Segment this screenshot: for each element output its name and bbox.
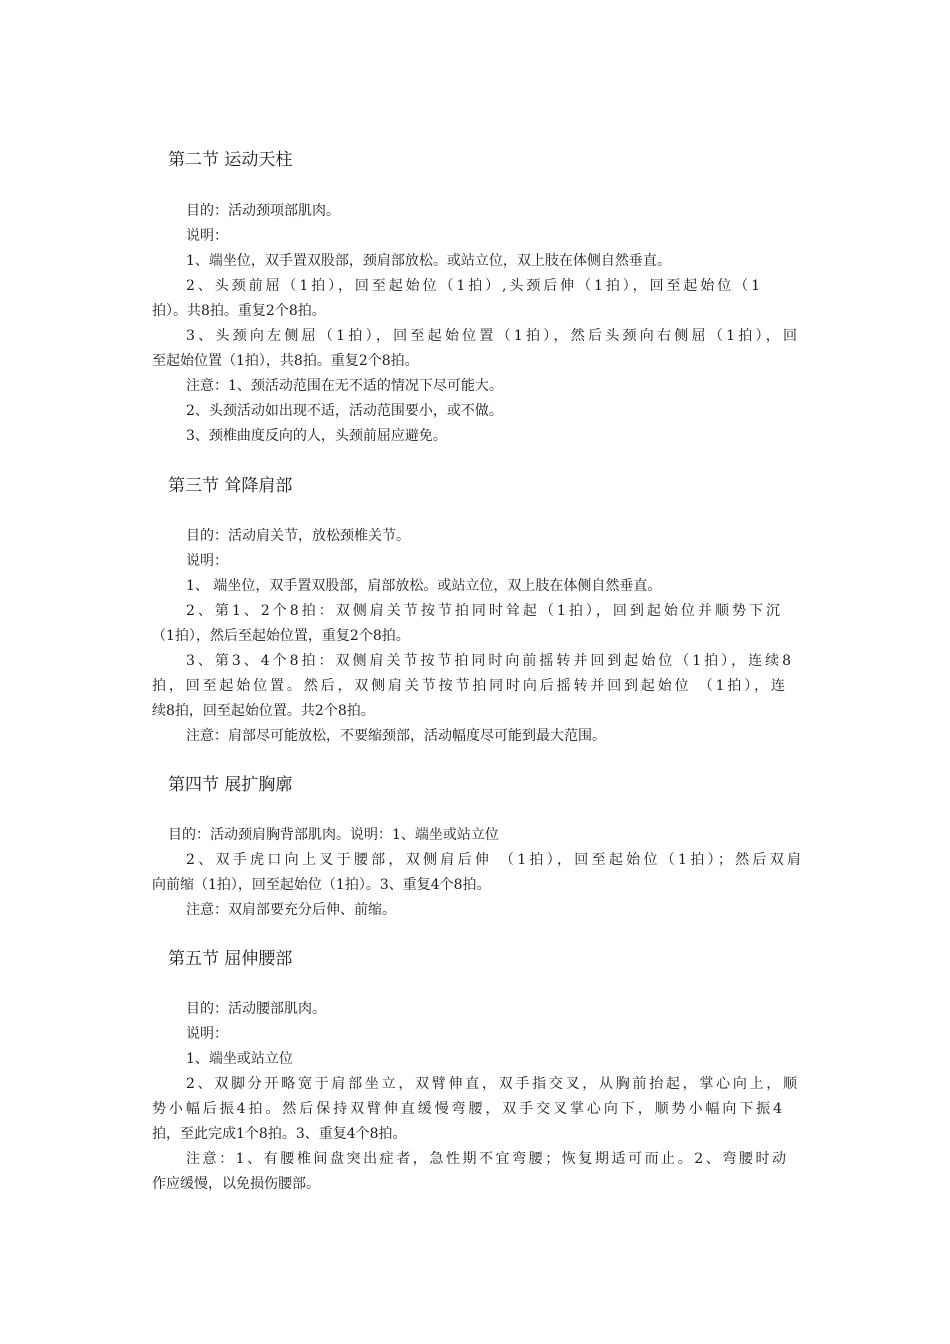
section-2-line-6: 3、头颈向左侧屈（1拍），回至起始位置（1拍），然后头颈向右侧屈（1拍），回 [186, 328, 797, 344]
section-3-line-6: 3、第3、4个8拍：双侧肩关节按节拍同时向前摇转并回到起始位（1拍），连续8 [186, 653, 791, 669]
section-3-line-3: 1、 端坐位，双手置双股部，肩部放松。或站立位，双上肢在体侧自然垂直。 [186, 578, 662, 594]
section-4-line-2: 2、双手虎口向上叉于腰部，双侧肩后伸 （1拍），回至起始位（1拍）；然后双肩 [186, 852, 801, 868]
section-5-line-4: 2、双脚分开略宽于肩部坐立，双臂伸直，双手指交叉，从胸前抬起，掌心向上，顺 [186, 1076, 797, 1092]
section-5-line-5: 势小幅后振4拍。然后保持双臂伸直缓慢弯腰，双手交叉掌心向下，顺势小幅向下振4 [152, 1101, 782, 1117]
section-2-line-1: 目的：活动颈项部肌肉。 [186, 203, 340, 219]
section-3-line-5: （1拍），然后至起始位置，重复2个8拍。 [152, 628, 410, 644]
section-title-5: 第五节 屈伸腰部 [168, 949, 293, 969]
section-4-line-1: 目的：活动颈肩胸背部肌肉。说明：1、端坐或站立位 [168, 827, 499, 843]
section-2-line-8: 注意：1、颈活动范围在无不适的情况下尽可能大。 [186, 378, 503, 394]
section-5-line-7: 注意：1、有腰椎间盘突出症者，急性期不宜弯腰；恢复期适可而止。2、弯腰时动 [186, 1151, 786, 1167]
section-title-2: 第二节 运动天柱 [168, 150, 293, 170]
section-5-line-6: 拍，至此完成1个8拍。3、重复4个8拍。 [152, 1126, 407, 1142]
section-title-3: 第三节 耸降肩部 [168, 476, 293, 496]
section-3-line-4: 2、第1、2个8拍：双侧肩关节按节拍同时耸起（1拍），回到起始位并顺势下沉 [186, 603, 780, 619]
section-4-line-3: 向前缩（1拍），回至起始位（1拍）。3、重复4个8拍。 [152, 877, 491, 893]
section-2-line-3: 1、端坐位，双手置双股部，颈肩部放松。或站立位，双上肢在体侧自然垂直。 [186, 253, 671, 269]
section-5-line-8: 作应缓慢，以免损伤腰部。 [152, 1176, 320, 1192]
section-3-line-7: 拍，回至起始位置。然后，双侧肩关节按节拍同时向后摇转并回到起始位 （1拍），连 [152, 678, 785, 694]
section-3-line-1: 目的：活动肩关节，放松颈椎关节。 [186, 528, 410, 544]
section-2-line-9: 2、头颈活动如出现不适，活动范围要小，或不做。 [186, 403, 503, 419]
section-2-line-5: 拍）。共8拍。重复2个8拍。 [152, 303, 326, 319]
section-5-line-2: 说明： [186, 1026, 228, 1042]
section-title-4: 第四节 展扩胸廓 [168, 775, 293, 795]
section-3-line-9: 注意：肩部尽可能放松，不要缩颈部，活动幅度尽可能到最大范围。 [186, 728, 606, 744]
section-5-line-3: 1、端坐或站立位 [186, 1051, 293, 1067]
section-3-line-2: 说明： [186, 553, 228, 569]
section-5-line-1: 目的：活动腰部肌肉。 [186, 1001, 326, 1017]
section-2-line-10: 3、颈椎曲度反向的人，头颈前屈应避免。 [186, 428, 447, 444]
section-2-line-4: 2、头颈前屈（1拍），回至起始位（1拍）,头颈后伸（1拍），回至起始位（1 [186, 278, 760, 294]
section-4-line-4: 注意：双肩部要充分后伸、前缩。 [186, 902, 396, 918]
section-2-line-2: 说明： [186, 228, 228, 244]
section-2-line-7: 至起始位置（1拍），共8拍。重复2个8拍。 [152, 353, 419, 369]
section-3-line-8: 续8拍，回至起始位置。共2个8拍。 [152, 703, 375, 719]
